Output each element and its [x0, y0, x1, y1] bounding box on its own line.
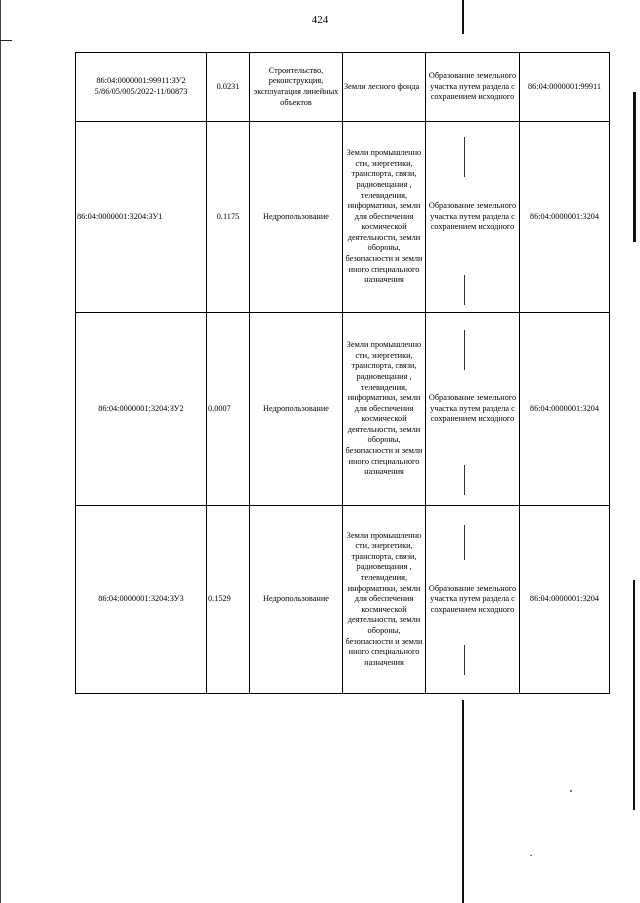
cadastral-number-cell: 86:04:0000001:3204:ЗУ3 — [76, 506, 207, 694]
scan-right-bar — [633, 580, 635, 810]
permitted-use-cell: Строительство, реконструкция, эксплуатация линейных объектов — [250, 53, 343, 122]
scan-right-bar — [633, 92, 636, 242]
table-row — [76, 506, 610, 694]
land-category-cell: Земли промышленно сти, энергетики, транспорта, связи, радиовещания , телевидения, информатики, земли для обеспечения космической деятельности, земли обороны, безопасности и земли иного специального назначения — [343, 122, 426, 313]
cadastral-number-cell: 86:04:0000001:3204:ЗУ1 — [76, 122, 207, 313]
cadastral-number-cell: 86:04:0000001:99911:ЗУ2 5/86/05/005/2022-11/00873 — [76, 53, 207, 122]
scan-edge-mark — [0, 40, 12, 41]
cadastral-number-cell: 86:04:0000001:3204:ЗУ2 — [76, 313, 207, 506]
source-plot-cell: 86:04:0000001:3204 — [520, 313, 610, 506]
scan-dash — [464, 137, 465, 177]
source-plot-cell: 86:04:0000001:3204 — [520, 506, 610, 694]
formation-method-cell: Образование земельного участка путем раздела с сохранением исходного — [426, 506, 520, 694]
scan-speck — [570, 790, 572, 792]
land-category-cell: Земли промышленно сти, энергетики, транспорта, связи, радиовещания , телевидения, информатики, земли для обеспечения космической деятельности, земли обороны, безопасности и земли иного специального назначения — [343, 506, 426, 694]
land-category-cell: Земли промышленно сти, энергетики, транспорта, связи, радиовещания , телевидения, информатики, земли для обеспечения космической деятельности, земли обороны, безопасности и земли иного специального назначения — [343, 313, 426, 506]
formation-method-cell: Образование земельного участка путем раздела с сохранением исходного — [426, 53, 520, 122]
scan-fold-line — [462, 0, 464, 34]
scan-dash — [464, 275, 465, 305]
area-cell: 0.0007 — [207, 313, 250, 506]
area-cell: 0.0231 — [207, 53, 250, 122]
source-plot-cell: 86:04:0000001:99911 — [520, 53, 610, 122]
land-category-cell: Земли лесного фонда — [343, 53, 426, 122]
land-plot-table — [75, 52, 610, 694]
area-cell: 0.1175 — [207, 122, 250, 313]
permitted-use-cell: Недропользование — [250, 122, 343, 313]
scan-edge-line — [0, 0, 1, 903]
permitted-use-cell: Недропользование — [250, 506, 343, 694]
scan-dash — [464, 465, 465, 495]
scan-speck — [530, 855, 532, 856]
scan-dash — [464, 645, 465, 675]
formation-method-cell: Образование земельного участка путем раздела с сохранением исходного — [426, 122, 520, 313]
formation-method-cell: Образование земельного участка путем раздела с сохранением исходного — [426, 313, 520, 506]
scan-dash — [464, 525, 465, 560]
permitted-use-cell: Недропользование — [250, 313, 343, 506]
page-number: 424 — [311, 14, 329, 26]
scan-dash — [464, 330, 465, 370]
table-row — [76, 313, 610, 506]
table-row — [76, 122, 610, 313]
table-row — [76, 53, 610, 122]
area-cell: 0.1529 — [207, 506, 250, 694]
source-plot-cell: 86:04:0000001:3204 — [520, 122, 610, 313]
scan-fold-line — [462, 700, 464, 903]
